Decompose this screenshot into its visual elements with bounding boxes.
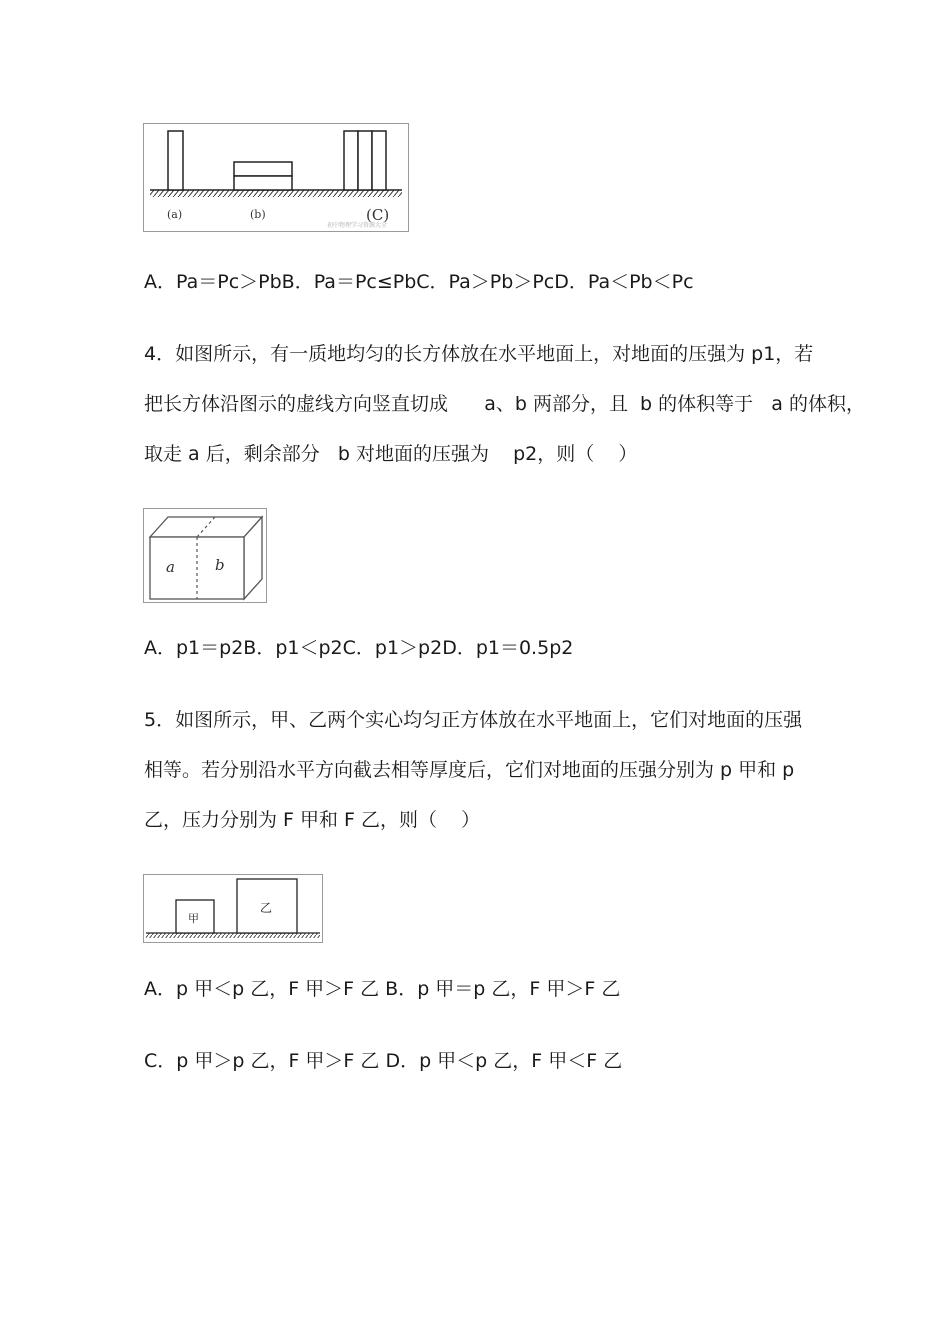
ground-hatch (150, 190, 402, 197)
brick-c-2 (358, 131, 372, 190)
q5-options-ab: A．p 甲＜p 乙，F 甲＞F 乙 B．p 甲＝p 乙，F 甲＞F 乙 (144, 978, 621, 1000)
label-a: a (166, 558, 175, 576)
bricks-diagram (144, 124, 408, 231)
label-b: (b) (250, 208, 266, 221)
brick-c-3 (372, 131, 386, 190)
figure-two-cubes (143, 874, 323, 943)
figure-bricks-arrangement (143, 123, 409, 232)
label-a: (a) (167, 208, 183, 221)
label-yi: 乙 (260, 901, 273, 915)
q4-stem-line2: 把长方体沿图示的虚线方向竖直切成 a、b 两部分，且 b 的体积等于 a 的体积， (144, 393, 865, 415)
q5-stem-line2: 相等。若分别沿水平方向截去相等厚度后，它们对地面的压强分别为 p 甲和 p (144, 759, 795, 781)
q4-stem-line1: 4．如图所示，有一质地均匀的长方体放在水平地面上，对地面的压强为 p1，若 (144, 343, 814, 365)
q5-options-cd: C．p 甲＞p 乙，F 甲＞F 乙 D．p 甲＜p 乙，F 甲＜F 乙 (144, 1050, 623, 1072)
cubes-diagram (144, 875, 322, 942)
watermark: 初中物理学习资源大全 (327, 222, 388, 229)
label-b: b (215, 556, 225, 574)
q5-stem-line1: 5．如图所示，甲、乙两个实心均匀正方体放在水平地面上，它们对地面的压强 (144, 709, 803, 731)
q5-stem-line3: 乙，压力分别为 F 甲和 F 乙，则（ ） (144, 809, 481, 831)
cuboid-diagram (144, 509, 266, 602)
brick-b-top (234, 162, 292, 176)
brick-a (168, 131, 183, 190)
brick-c-1 (344, 131, 358, 190)
brick-b-bottom (234, 176, 292, 190)
q4-stem-line3: 取走 a 后，剩余部分 b 对地面的压强为 p2，则（ ） (144, 443, 638, 465)
label-c: (C) (366, 206, 390, 224)
q3-options: A．Pa＝Pc＞PbB．Pa＝Pc≤PbC．Pa＞Pb＞PcD．Pa＜Pb＜Pc (144, 271, 694, 293)
ground-hatch (146, 933, 320, 938)
label-jia: 甲 (188, 912, 199, 925)
figure-cuboid-split (143, 508, 267, 603)
q4-options: A．p1＝p2B．p1＜p2C．p1＞p2D．p1＝0.5p2 (144, 637, 574, 659)
